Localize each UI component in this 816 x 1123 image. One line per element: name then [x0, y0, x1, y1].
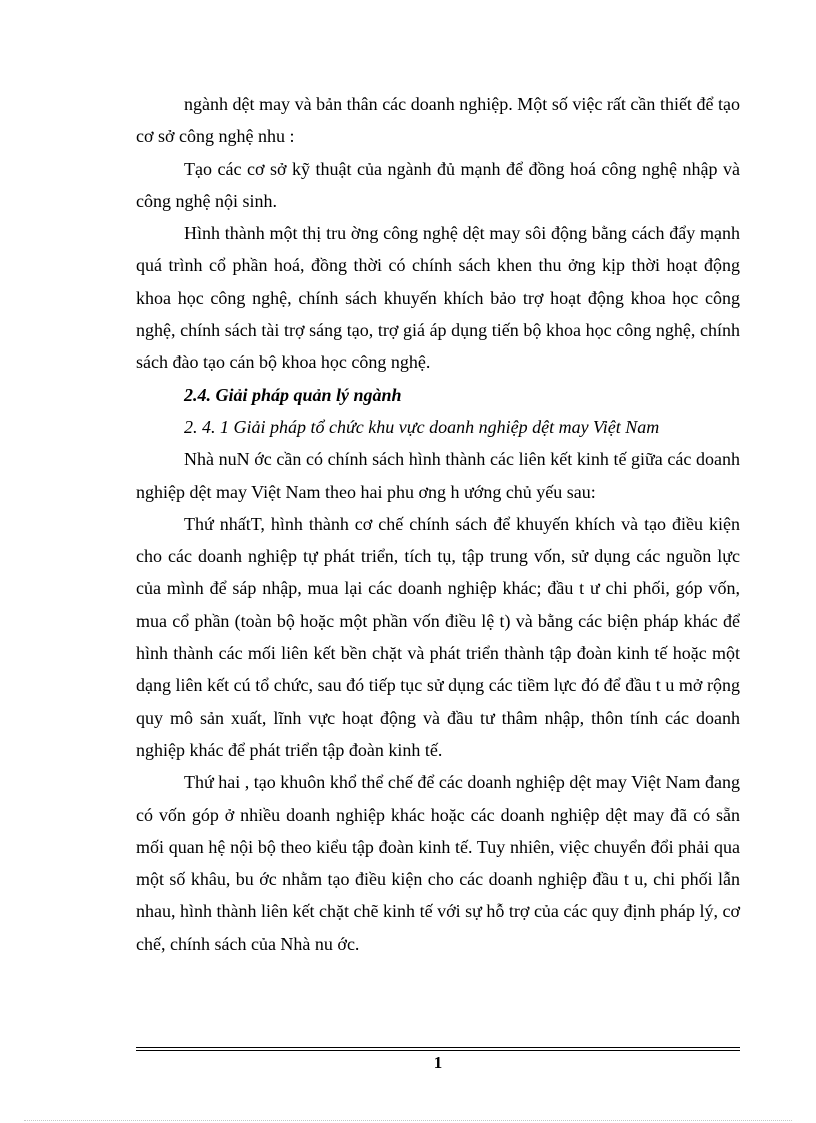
paragraph-technology-market: Hình thành một thị tru ờng công nghệ dệt may sôi động bằng cách đẩy mạnh quá trình cổ phần hoá, đồng thời có chính sách khen thu ởng kịp thời hoạt động khoa học công nghệ, chính sách khuyến khích bảo trợ hoạt động khoa học công nghệ, chính sách tài trợ sáng tạo, trợ giá áp dụng tiến bộ khoa học công nghệ, chính sách đào tạo cán bộ khoa học công nghệ. — [136, 223, 740, 373]
paragraph-state-policy: Nhà nuN ớc cần có chính sách hình thành các liên kết kinh tế giữa các doanh nghiệp dệt may Việt Nam theo hai phu ơng h ướng chủ yếu sau: — [136, 449, 740, 502]
paragraph-technical-base: Tạo các cơ sở kỹ thuật của ngành đủ mạnh để đồng hoá công nghệ nhập và công nghệ nội sinh. — [136, 158, 740, 211]
section-heading: 2.4. Giải pháp quản lý ngành — [184, 384, 402, 405]
paragraph-first-direction: Thứ nhấtT, hình thành cơ chế chính sách để khuyến khích và tạo điều kiện cho các doanh nghiệp tự phát triển, tích tụ, tập trung vốn, sử dụng các nguồn lực của mình để sáp nhập, mua lại các doanh nghiệp khác; đầu t ư chi phối, góp vốn, mua cổ phần (toàn bộ hoặc một phần vốn điều lệ t) và bằng các biện pháp khác để hình thành các mối liên kết bền chặt và phát triển thành tập đoàn kinh tế hoặc một dạng liên kết cú tổ chức, sau đó tiếp tục sử dụng các tiềm lực đó để đầu t u mở rộng quy mô sản xuất, lĩnh vực hoạt động và đầu tư thâm nhập, thôn tính các doanh nghiệp khác để phát triển tập đoàn kinh tế. — [136, 513, 740, 760]
page-number: 1 — [433, 1053, 443, 1072]
subsection-heading: 2. 4. 1 Giải pháp tổ chức khu vực doanh nghiệp dệt may Việt Nam — [184, 416, 660, 437]
page-edge-dotted-line — [24, 1120, 792, 1121]
paragraph-second-direction: Thứ hai , tạo khuôn khổ thể chế để các doanh nghiệp dệt may Việt Nam đang có vốn góp ở nhiều doanh nghiệp khác hoặc các doanh nghiệp dệt may đã có sẵn mối quan hệ nội bộ theo kiểu tập đoàn kinh tế. Tuy nhiên, việc chuyển đổi phải qua một số khâu, bu ớc nhằm tạo điều kiện cho các doanh nghiệp đầu t u, chi phối lẫn nhau, hình thành liên kết chặt chẽ kinh tế với sự hỗ trợ của các quy định pháp lý, cơ chế, chính sách của Nhà nu ớc. — [136, 772, 740, 954]
paragraph-intro: ngành dệt may và bản thân các doanh nghiệp. Một số việc rất cần thiết để tạo cơ sở công nghệ nhu : — [136, 94, 740, 147]
footer-divider-bottom — [136, 1050, 740, 1051]
footer-divider-top — [136, 1047, 740, 1048]
document-body — [136, 88, 740, 960]
